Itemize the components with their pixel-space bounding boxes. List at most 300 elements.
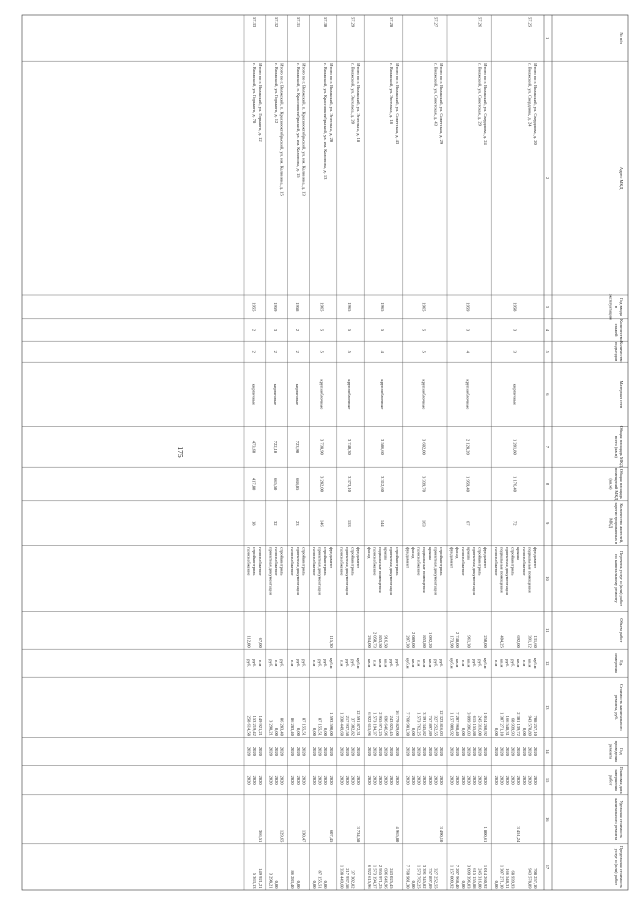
entrances: 5 <box>421 350 427 353</box>
work-name: стройконтроль <box>477 547 483 576</box>
work-row <box>267 547 273 888</box>
column-number: 2 <box>545 176 550 180</box>
commission-year: 1959 <box>465 302 471 312</box>
work-volume: 112,00 <box>246 635 252 648</box>
max-cost: 1 573 762,25 <box>416 864 422 889</box>
column-label: Предельная стоимостьуслуг и (или) работ <box>613 845 624 889</box>
premises-area: 665,50 <box>273 477 279 491</box>
max-cost: 1 014 260,92 <box>483 864 489 889</box>
work-unit: куб.м <box>533 657 538 669</box>
unit-cost: 366,51 <box>257 829 263 843</box>
column-number: 3 <box>545 305 550 309</box>
work-cost: 12 323 816,03 <box>439 710 444 736</box>
work-cost: 3 391 345,82 <box>422 712 428 736</box>
work-cost: 149 921,21 <box>257 715 263 736</box>
work-cost: 615 155,88 <box>472 715 477 736</box>
work-unit: кв.м <box>383 659 389 668</box>
entrances: 2 <box>295 350 300 353</box>
work-name: фундамент <box>405 547 411 569</box>
work-unit: п.м <box>493 660 499 667</box>
work-end-year: 2020 <box>372 775 378 785</box>
work-name: проектная документация <box>389 547 395 595</box>
work-unit: п.м <box>372 660 378 667</box>
work-cost: 1 157 009,92 <box>449 712 455 736</box>
work-unit: руб. <box>439 659 444 668</box>
work-name: газоснабжение <box>257 547 263 576</box>
max-cost: 0,00 <box>323 880 329 889</box>
work-unit: кв.м <box>411 659 416 668</box>
group-total-label: Итого по г. Волжский, ул. Энгельса, д. 20 <box>328 63 334 143</box>
column-header-11 <box>619 618 624 642</box>
work-name: фундамент <box>328 547 334 569</box>
work-year: 2020 <box>268 746 274 756</box>
work-end-year: 2020 <box>295 775 301 785</box>
work-year: 2020 <box>252 746 258 756</box>
floors: 3 <box>273 328 279 332</box>
work-year: 2020 <box>378 746 383 756</box>
column-header-2 <box>619 167 624 190</box>
work-year: 2020 <box>449 746 455 756</box>
max-cost: 37 302,82 <box>350 870 356 889</box>
work-name: крыша <box>427 547 433 561</box>
column-label: Общая площадь МКД,всего (кв.м) <box>613 425 624 468</box>
work-cost: 86 283,40 <box>279 717 285 736</box>
max-cost: 696 646,96 <box>383 868 389 889</box>
column-label: Количествоподъездов <box>613 340 624 363</box>
work-unit: руб. <box>389 659 395 668</box>
work-cost: 0,00 <box>493 728 499 736</box>
group-total-label: Итого по г. Волжский, ул. Советская, д. 29 <box>439 63 444 145</box>
work-name: стройконтроль <box>279 547 285 576</box>
work-unit: куб.м <box>449 657 455 669</box>
work-cost: 0,00 <box>323 728 329 736</box>
column-label: Перечень услуг и (или) работпо капитальному ремонту <box>613 551 624 606</box>
address-group <box>491 15 538 890</box>
work-year: 2020 <box>290 746 296 756</box>
total-area: 3 586,60 <box>380 439 385 455</box>
work-year: 2020 <box>516 746 522 756</box>
address: г. Волжский, п. Краснооктябрьский, ул. им. Калинина, д. 15 <box>295 63 301 178</box>
column-header-10 <box>614 551 624 606</box>
work-year: 2020 <box>339 746 345 756</box>
work-row <box>279 547 285 843</box>
wall-material: кирпичные <box>251 383 257 406</box>
work-unit: руб. <box>323 659 329 668</box>
column-header-17 <box>614 846 624 888</box>
work-unit: п.м <box>274 660 279 667</box>
premises-area: 1 959,40 <box>465 476 471 492</box>
residents: 67 <box>465 520 471 526</box>
work-name: проектная документация <box>295 547 301 595</box>
work-cost: 153 219,42 <box>252 715 258 736</box>
work-end-year: 2020 <box>449 775 455 785</box>
work-name: газоснабжение <box>416 547 422 576</box>
unit-cost: 3 490,10 <box>439 826 444 843</box>
entrances: 2 <box>273 350 279 353</box>
work-unit: руб. <box>350 659 356 668</box>
column-number: 14 <box>545 749 550 754</box>
max-cost: 1 338 449,60 <box>339 864 345 889</box>
work-unit: п.м <box>257 660 263 667</box>
address: г. Волжский, ул. Энгельса, д. 20 <box>350 63 356 124</box>
work-row <box>273 547 279 889</box>
work-unit: п.м <box>521 660 527 667</box>
work-year: 2020 <box>328 746 334 756</box>
max-cost: 86 283,40 <box>290 870 296 889</box>
work-unit: руб. <box>301 659 307 668</box>
work-end-year: 2020 <box>483 775 489 785</box>
work-cost: 87 155,51 <box>317 717 323 736</box>
work-end-year: 2020 <box>472 775 477 785</box>
group-total-label: Итого по г. Волжский, ул. Свердлова, д. 24 <box>483 63 489 145</box>
max-cost: 217 937,58 <box>345 868 350 889</box>
work-cost: 16 779 829,00 <box>394 710 400 736</box>
row-number: 57.29 <box>350 17 356 28</box>
column-header-3 <box>609 294 624 321</box>
work-end-year: 2020 <box>252 775 258 785</box>
work-unit: руб. <box>394 659 400 668</box>
work-cost: 7 760 981,30 <box>405 712 411 736</box>
work-year: 2020 <box>527 746 533 756</box>
max-cost: 327 252,55 <box>433 868 439 889</box>
work-year: 2020 <box>427 746 433 756</box>
work-unit: кв.м <box>516 659 522 668</box>
work-cost: 757 897,89 <box>427 715 433 736</box>
work-name: подвальные помещения <box>527 547 533 593</box>
row-number: 57.27 <box>433 17 439 28</box>
work-unit: куб.м <box>328 657 334 669</box>
max-cost: 243 025,45 <box>389 868 395 889</box>
commission-year: 1965 <box>380 302 385 312</box>
work-cost: 86 283,40 <box>290 717 296 736</box>
column-header-13 <box>613 684 624 731</box>
column-number: 15 <box>545 777 550 783</box>
max-cost: 0,00 <box>460 880 466 889</box>
work-cost: 708 257,10 <box>533 715 538 736</box>
work-unit: кв.м <box>427 659 433 668</box>
work-row <box>366 547 372 889</box>
column-header-9 <box>609 502 624 544</box>
address-group <box>266 15 285 890</box>
max-cost: 5 363,13 <box>252 872 258 889</box>
work-volume: 67,00 <box>257 637 263 648</box>
work-year: 2020 <box>533 746 538 756</box>
max-cost: 7 760 981,30 <box>405 864 411 889</box>
work-row <box>465 547 471 889</box>
work-name: стройконтроль <box>439 547 444 576</box>
column-header-1 <box>619 32 624 44</box>
work-unit: руб. <box>433 659 439 668</box>
work-year: 2020 <box>312 746 317 756</box>
work-end-year: 2020 <box>516 775 522 785</box>
work-end-year: 2020 <box>290 775 296 785</box>
work-unit: руб. <box>252 659 258 668</box>
unit-cost: 1 800,61 <box>483 826 489 843</box>
work-end-year: 2020 <box>411 775 416 785</box>
work-end-year: 2020 <box>274 775 279 785</box>
column-header-6 <box>619 381 624 409</box>
work-volume: 853,50 <box>378 635 383 648</box>
work-year: 2020 <box>279 746 285 756</box>
work-end-year: 2020 <box>499 775 505 785</box>
column-label: Плановая датазавершенияработ <box>608 766 624 794</box>
work-end-year: 2020 <box>527 775 533 785</box>
work-end-year: 2020 <box>521 775 527 785</box>
work-row <box>328 547 334 843</box>
group-total-label: Итого по г. Волжский, ул. Энгельса, д. 18 <box>356 63 362 143</box>
work-unit: кв.м <box>455 659 461 668</box>
entrances: 5 <box>319 350 325 353</box>
column-label: Количество жителей,зарегистрированных вМКД <box>608 502 624 545</box>
work-name: газоснабжение <box>493 547 499 576</box>
work-name: газоснабжение <box>372 547 378 576</box>
work-end-year: 2020 <box>493 775 499 785</box>
floors: 5 <box>380 328 385 332</box>
column-label: Объем работ <box>619 618 624 643</box>
work-unit: п.м <box>290 660 296 667</box>
column-number: 1 <box>545 36 550 40</box>
work-cost: 166 548,31 <box>505 715 510 736</box>
work-end-year: 2020 <box>460 775 466 785</box>
work-cost: 1 593 590,00 <box>328 712 334 736</box>
max-cost: 1 573 194,37 <box>372 864 378 889</box>
wall-material: крупноблочные <box>380 379 385 410</box>
work-row <box>289 547 295 889</box>
work-cost: 258 614,58 <box>246 715 252 736</box>
group-total-label: Итого по г. Волжский, п. Краснооктябрьский, ул. им. Калинина, д. 15 <box>279 63 285 196</box>
work-row <box>498 547 504 889</box>
work-volume: 2 050,73 <box>372 631 378 648</box>
max-cost: 87 155,51 <box>317 870 323 889</box>
work-unit: п.м <box>460 660 466 667</box>
address: г. Волжский, ул. Свердлова, д. 24 <box>527 63 533 127</box>
work-end-year: 2020 <box>477 775 483 785</box>
work-year: 2020 <box>345 746 350 756</box>
premises-area: 3 312,60 <box>380 476 385 492</box>
work-end-year: 2020 <box>323 775 329 785</box>
column-header-16 <box>614 798 624 840</box>
column-label: Ед.измерения <box>613 653 624 674</box>
work-year: 2020 <box>472 746 477 756</box>
work-year: 2020 <box>416 746 422 756</box>
work-volume: 115,30 <box>328 635 334 648</box>
column-label: Стоимость капитальногоремонта, руб. <box>613 684 624 731</box>
work-name: проектная документация <box>345 547 350 595</box>
work-cost: 68 939,93 <box>510 717 516 736</box>
work-end-year: 2020 <box>301 775 307 785</box>
work-unit: кв.м <box>466 659 472 668</box>
work-name: стройконтроль <box>323 547 329 576</box>
column-label: Общая площадьпомещений МКД(кв.м) <box>608 467 624 501</box>
column-number: 4 <box>545 328 550 332</box>
residents: 32 <box>273 520 279 526</box>
work-name: подвальные помещения <box>499 547 505 593</box>
work-year: 2020 <box>323 746 329 756</box>
work-name: газоснабжение <box>460 547 466 576</box>
work-name: стройконтроль <box>510 547 516 576</box>
work-year: 2020 <box>366 746 372 756</box>
work-unit: куб.м <box>356 657 362 669</box>
work-cost: 0,00 <box>521 728 527 736</box>
wall-material: крупноблочные <box>465 379 471 410</box>
work-unit: руб. <box>345 659 350 668</box>
work-end-year: 2020 <box>427 775 433 785</box>
max-cost: 3 099 396,03 <box>466 864 472 889</box>
work-year: 2020 <box>274 746 279 756</box>
commission-year: 1958 <box>295 302 300 312</box>
work-cost: 0,00 <box>295 728 301 736</box>
address: г. Волжский, ул. Советская, д. 29 <box>477 63 483 126</box>
work-name: газоснабжение <box>312 547 317 576</box>
work-name: стройконтроль <box>350 547 356 576</box>
max-cost: 0,00 <box>411 880 416 889</box>
residents: 23 <box>295 520 300 526</box>
address-group <box>403 15 444 890</box>
column-header-12 <box>614 653 624 673</box>
work-unit: кв.м <box>499 659 505 668</box>
premises-area: 1 176,40 <box>512 476 518 492</box>
work-cost: 696 646,96 <box>383 715 389 736</box>
work-year: 2020 <box>372 746 378 756</box>
work-name: фундамент <box>533 547 538 569</box>
work-cost: 1 573 194,37 <box>372 712 378 736</box>
work-volume: 2 748,00 <box>455 631 461 648</box>
work-year: 2020 <box>350 746 356 756</box>
column-number: 5 <box>545 350 550 353</box>
work-cost: 37 302,82 <box>350 717 356 736</box>
work-row <box>526 547 532 889</box>
residents: 146 <box>319 519 325 527</box>
work-name: фасад <box>455 547 461 559</box>
work-end-year: 2020 <box>356 775 362 785</box>
work-year: 2020 <box>257 746 263 756</box>
work-row <box>416 547 422 889</box>
unit-cost: 3 734,58 <box>356 826 362 843</box>
work-volume: 207,30 <box>405 635 411 648</box>
work-end-year: 2020 <box>312 775 317 785</box>
work-row <box>449 547 455 888</box>
max-cost: 708 257,10 <box>533 868 538 889</box>
work-volume: 250,00 <box>483 635 489 648</box>
work-name: фундамент <box>483 547 489 569</box>
wall-material: кирпичные <box>273 383 279 406</box>
work-cost: 1 338 449,60 <box>339 712 345 736</box>
work-year: 2020 <box>246 746 252 756</box>
work-row <box>246 547 252 785</box>
work-unit: руб. <box>317 659 323 668</box>
work-unit: кв.м <box>422 659 428 668</box>
residents: 153 <box>347 519 352 527</box>
work-cost: 2 955 971,25 <box>378 712 383 736</box>
work-end-year: 2020 <box>533 775 538 785</box>
work-end-year: 2020 <box>246 775 252 785</box>
column-number: 6 <box>545 393 550 396</box>
column-number: 13 <box>545 705 550 710</box>
floors: 3 <box>465 328 471 332</box>
work-year: 2020 <box>483 746 489 756</box>
column-number: 11 <box>545 628 550 633</box>
work-year: 2020 <box>439 746 444 756</box>
address-group <box>309 15 333 890</box>
commission-year: 1965 <box>421 302 427 312</box>
max-cost: 0,00 <box>295 880 301 889</box>
work-unit: кв.м <box>527 659 533 668</box>
work-cost: 243 025,45 <box>389 715 395 736</box>
total-area: 3 602,00 <box>421 439 427 455</box>
work-name: газоснабжение <box>339 547 345 576</box>
max-cost: 166 548,31 <box>505 868 510 889</box>
residents: 72 <box>512 520 518 526</box>
work-volume: 404,25 <box>499 635 505 648</box>
max-cost: 757 897,89 <box>427 868 433 889</box>
work-volume: 264,00 <box>366 635 372 648</box>
work-row <box>311 547 317 889</box>
total-area: 722,10 <box>273 440 279 454</box>
work-year: 2020 <box>383 746 389 756</box>
work-cost: 0,00 <box>274 728 279 736</box>
address-group <box>337 15 361 890</box>
work-year: 2020 <box>493 746 499 756</box>
work-volume: 173,90 <box>449 635 455 648</box>
row-number: 57.33 <box>252 17 258 28</box>
work-cost: 2 301 139,72 <box>516 712 522 736</box>
work-cost: 0,00 <box>312 728 317 736</box>
work-year: 2020 <box>477 746 483 756</box>
column-header-15 <box>609 767 624 794</box>
work-end-year: 2020 <box>510 775 516 785</box>
work-end-year: 2020 <box>405 775 411 785</box>
address: г. Волжский, ул. Горького, д. 78 <box>252 63 258 124</box>
column-header-7 <box>614 426 624 468</box>
entrances: 3 <box>512 350 518 353</box>
work-end-year: 2020 <box>466 775 472 785</box>
residents: 144 <box>380 519 385 527</box>
work-cost: 0,00 <box>411 728 416 736</box>
total-area: 3 738,90 <box>319 439 325 455</box>
work-name: газоснабжение <box>274 547 279 576</box>
work-name: проектная документация <box>433 547 439 595</box>
work-name: проектная документация <box>268 547 274 595</box>
work-name: крыша <box>516 547 522 561</box>
work-unit: руб. <box>279 659 285 668</box>
unit-cost: 607,45 <box>328 829 334 843</box>
total-area: 3 740,30 <box>347 439 352 455</box>
work-unit: руб. <box>295 659 301 668</box>
work-end-year: 2020 <box>328 775 334 785</box>
work-unit: п.м <box>339 660 345 667</box>
work-cost: 3 099 396,03 <box>466 712 472 736</box>
row-number: 57.26 <box>477 17 483 28</box>
work-name: проектная документация <box>317 547 323 595</box>
column-label: Годпроведенияремонта <box>608 740 624 763</box>
max-cost: 0,00 <box>493 880 499 889</box>
wall-material: крупноблочные <box>319 379 325 410</box>
work-volume: 2 089,00 <box>411 631 416 648</box>
floors: 5 <box>347 328 352 332</box>
work-end-year: 2020 <box>378 775 383 785</box>
max-cost: 615 155,88 <box>472 868 477 889</box>
total-area: 473,60 <box>251 440 257 454</box>
work-name: фундамент <box>449 547 455 569</box>
wall-material: кирпичные <box>295 383 300 406</box>
work-cost: 943 578,89 <box>527 715 533 736</box>
work-cost: 0,00 <box>460 728 466 736</box>
column-number: 7 <box>545 445 550 449</box>
work-year: 2020 <box>521 746 527 756</box>
group-total-label: Итого по г. Волжский, п. Краснооктябрьский, ул. им. Калинина, д. 13 <box>301 63 307 196</box>
commission-year: 1959 <box>273 302 279 312</box>
wall-material: крупноблочные <box>421 379 427 410</box>
